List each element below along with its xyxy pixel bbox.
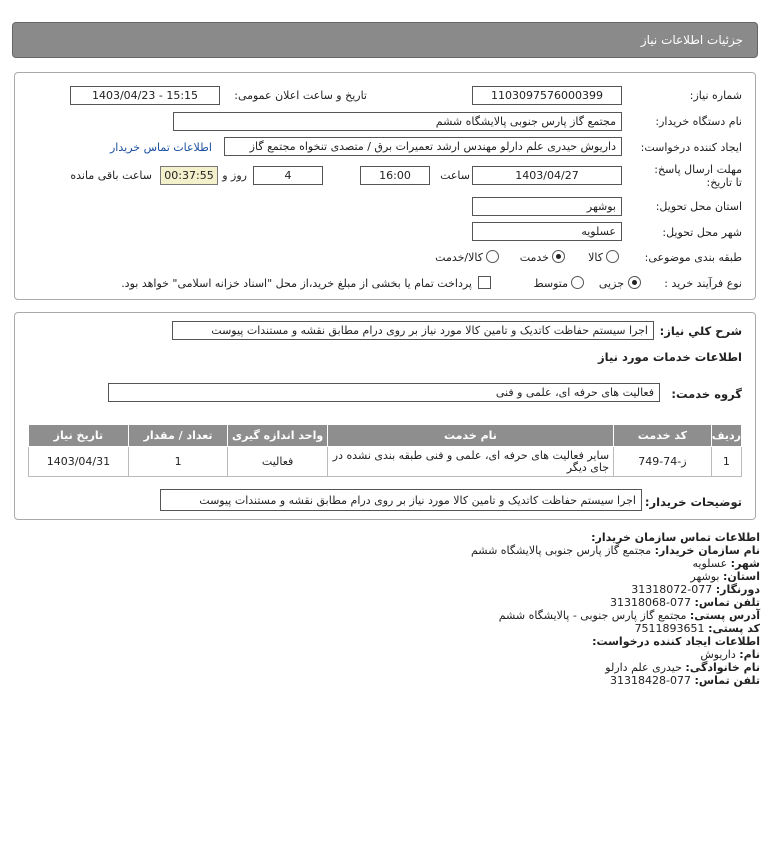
process-option-minor: جزیی [598,277,624,290]
request-details-panel [14,72,756,300]
col-quantity: تعداد / مقدار [128,425,228,447]
col-date: تاریخ نیاز [29,425,129,447]
buyer-notes-label: توضیحات خریدار: [644,495,742,509]
time-label: ساعت [440,169,470,182]
category-option-goods: کالا [588,251,603,264]
announce-label: تاریخ و ساعت اعلان عمومی: [234,89,367,102]
cell-name: سایر فعالیت های حرفه ای، علمی و فنی طبقه بندی نشده در جای دیگر [327,447,613,477]
treasury-checkbox[interactable] [478,276,491,289]
process-radio-medium[interactable] [571,276,584,289]
need-number-field[interactable]: 1103097576000399 [472,86,622,105]
creator-field[interactable]: داریوش حیدری علم دارلو مهندس ارشد تعمیرات برق / متصدی تنخواه مجتمع گاز [224,137,622,156]
org-city-line: شهر: عسلویه [692,557,760,570]
page-title: جزئیات اطلاعات نیاز [640,33,743,47]
category-radio-goods-service[interactable] [486,250,499,263]
org-phone-line: تلفن تماس: 077-31318068 [610,596,760,609]
payment-note: پرداخت تمام یا بخشی از مبلغ خرید،از محل "اسناد خزانه اسلامی" خواهد بود. [121,277,472,290]
category-option-goods-service: کالا/خدمت [435,251,483,264]
creator-name-line: نام: داریوش [700,648,760,661]
process-option-medium: متوسط [533,277,568,290]
days-label: روز و [222,169,247,182]
cell-code: ز-74-749 [614,447,712,477]
days-field[interactable]: 4 [253,166,323,185]
creator-contact-title: اطلاعات ایجاد کننده درخواست: [592,635,760,648]
col-name: نام خدمت [327,425,613,447]
services-table [28,424,742,477]
cell-date: 1403/04/31 [29,447,129,477]
cell-unit: فعالیت [228,447,328,477]
table-row[interactable] [29,447,742,477]
province-field[interactable]: بوشهر [472,197,622,216]
buyer-org-label: نام دستگاه خریدار: [655,115,742,128]
buyer-contact-link[interactable]: اطلاعات تماس خریدار [110,141,212,154]
service-group-label: گروه خدمت: [671,387,742,401]
cell-row: 1 [711,447,741,477]
remaining-label: ساعت باقی مانده [70,169,152,182]
creator-phone-line: تلفن تماس: 077-31318428 [610,674,760,687]
remaining-timer: 00:37:55 [160,166,218,185]
creator-label: ایجاد کننده درخواست: [640,141,742,154]
col-row: ردیف [711,425,741,447]
org-address-line: آدرس پستی: مجتمع گاز پارس جنوبی - پالایشگاه ششم [498,609,760,622]
org-contact-title: اطلاعات تماس سازمان خریدار: [591,531,760,544]
category-radio-goods[interactable] [606,250,619,263]
process-label: نوع فرآیند خرید : [664,277,742,290]
buyer-org-field[interactable]: مجتمع گاز پارس جنوبی پالایشگاه ششم [173,112,622,131]
creator-family-line: نام خانوادگی: حیدری علم دارلو [605,661,760,674]
org-province-line: استان: بوشهر [690,570,760,583]
category-option-service: خدمت [519,251,549,264]
city-field[interactable]: عسلویه [472,222,622,241]
page-header [12,22,758,58]
service-group-field[interactable]: فعالیت های حرفه ای، علمی و فنی [108,383,660,402]
province-label: استان محل تحویل: [655,200,742,213]
summary-label: شرح کلي نياز: [659,324,742,338]
org-name-line: نام سازمان خریدار: مجتمع گاز پارس جنوبی پالایشگاه ششم [470,544,760,557]
need-number-label: شماره نیاز: [689,89,742,102]
cell-quantity: 1 [128,447,228,477]
category-label: طبقه بندی موضوعی: [644,251,742,264]
announce-field[interactable]: 1403/04/23 - 15:15 [70,86,220,105]
col-code: کد خدمت [614,425,712,447]
process-radio-minor[interactable] [628,276,641,289]
category-radio-service[interactable] [552,250,565,263]
org-postal-line: کد پستی: 7511893651 [634,622,760,635]
summary-field[interactable]: اجرا سیستم حفاظت کاتدیک و تامین کالا مورد نیاز بر روی درام مطابق نقشه و مستندات پیوست [172,321,654,340]
services-title: اطلاعات خدمات مورد نیاز [598,350,742,364]
deadline-date-field[interactable]: 1403/04/27 [472,166,622,185]
buyer-notes-field[interactable]: اجرا سیستم حفاظت کاتدیک و تامین کالا مورد نیاز بر روی درام مطابق نقشه و مستندات پیوست [160,489,642,511]
table-header-row [29,425,742,447]
col-unit: واحد اندازه گیری [228,425,328,447]
deadline-label: مهلت ارسال پاسخ: تا تاریخ: [654,163,742,189]
org-fax-line: دورنگار: 077-31318072 [631,583,760,596]
city-label: شهر محل تحویل: [662,226,742,239]
deadline-time-field[interactable]: 16:00 [360,166,430,185]
